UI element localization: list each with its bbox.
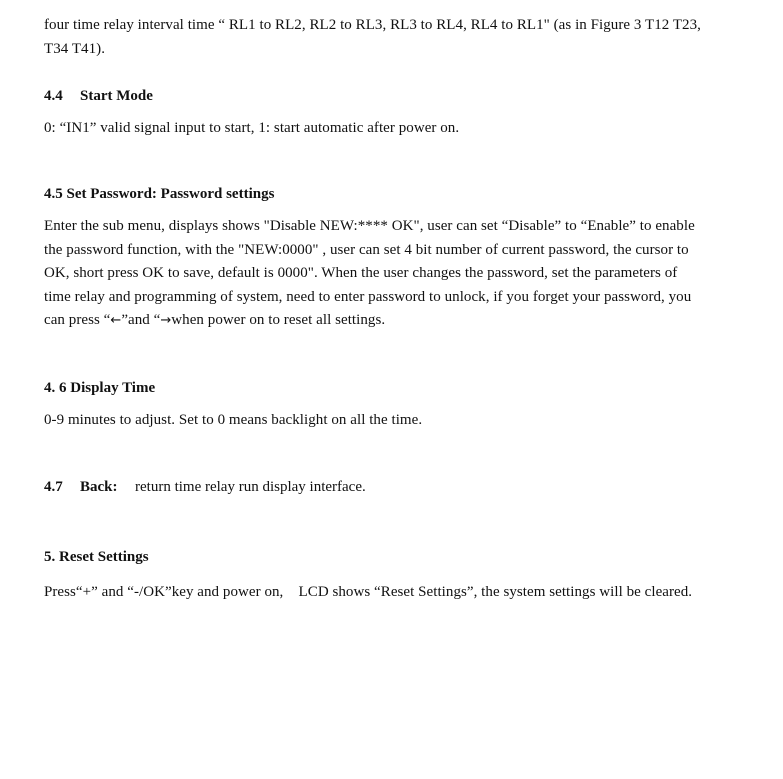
section-4-4-heading — [44, 86, 750, 106]
section-4-6-body — [44, 409, 750, 433]
section-4-5-line-4: time relay and programming of system, need to enter password to unlock, if you forget your password, you — [44, 288, 692, 305]
section-4-7-heading — [44, 477, 750, 497]
section-4-6-text: 0-9 minutes to adjust. Set to 0 means backlight on all the time. — [44, 412, 423, 428]
section-4-7-title: Back: — [80, 479, 118, 495]
section-5-text: Press“+” and “-/OK”key and power on, LCD shows “Reset Settings”, the system settings will be cleared. — [44, 584, 693, 600]
section-4-4-title: Start Mode — [80, 88, 153, 104]
section-4-5 — [44, 184, 750, 204]
section-4-5-heading: 4.5 Set Password: Password settings — [44, 186, 275, 202]
intro-line-1: four time relay interval time “ RL1 to RL2, RL2 to RL3, RL3 to RL4, RL4 to RL1" (as in Figure 3 T12 T23, — [44, 17, 701, 33]
section-4-6 — [44, 378, 750, 398]
section-4-5-line-1: Enter the sub menu, displays shows "Disable NEW:**** OK", user can set “Disable” to “Enable” to enable — [44, 218, 695, 234]
section-5 — [44, 547, 750, 567]
section-4-4-number: 4.4 — [44, 88, 63, 104]
section-4-4 — [44, 86, 750, 106]
section-4-6-heading: 4. 6 Display Time — [44, 380, 156, 396]
intro-line-2: T34 T41). — [44, 40, 105, 57]
section-4-5-line-5-b: ”and “ — [121, 312, 161, 328]
section-4-4-body — [44, 117, 750, 141]
section-4-5-line-3: OK, short press OK to save, default is 0000". When the user changes the password, set the parameters of — [44, 265, 678, 281]
section-4-5-body — [44, 215, 750, 333]
section-4-7-number: 4.7 — [44, 479, 63, 495]
left-arrow-icon: ← — [110, 313, 122, 328]
section-4-5-line-5 — [44, 309, 750, 333]
section-4-7-text: return time relay run display interface. — [135, 479, 366, 495]
section-4-5-line-5-a: can press “ — [44, 312, 111, 328]
section-4-5-line-5-c: when power on to reset all settings. — [171, 312, 386, 328]
section-5-body — [44, 581, 764, 605]
right-arrow-icon: → — [160, 313, 172, 328]
intro-paragraph — [44, 14, 750, 61]
section-5-heading: 5. Reset Settings — [44, 549, 149, 565]
section-4-5-line-2: the password function, with the "NEW:0000" , user can set 4 bit number of current password, the cursor to — [44, 241, 689, 258]
section-4-4-text: 0: “IN1” valid signal input to start, 1: start automatic after power on. — [44, 120, 460, 136]
section-4-7 — [44, 477, 750, 497]
